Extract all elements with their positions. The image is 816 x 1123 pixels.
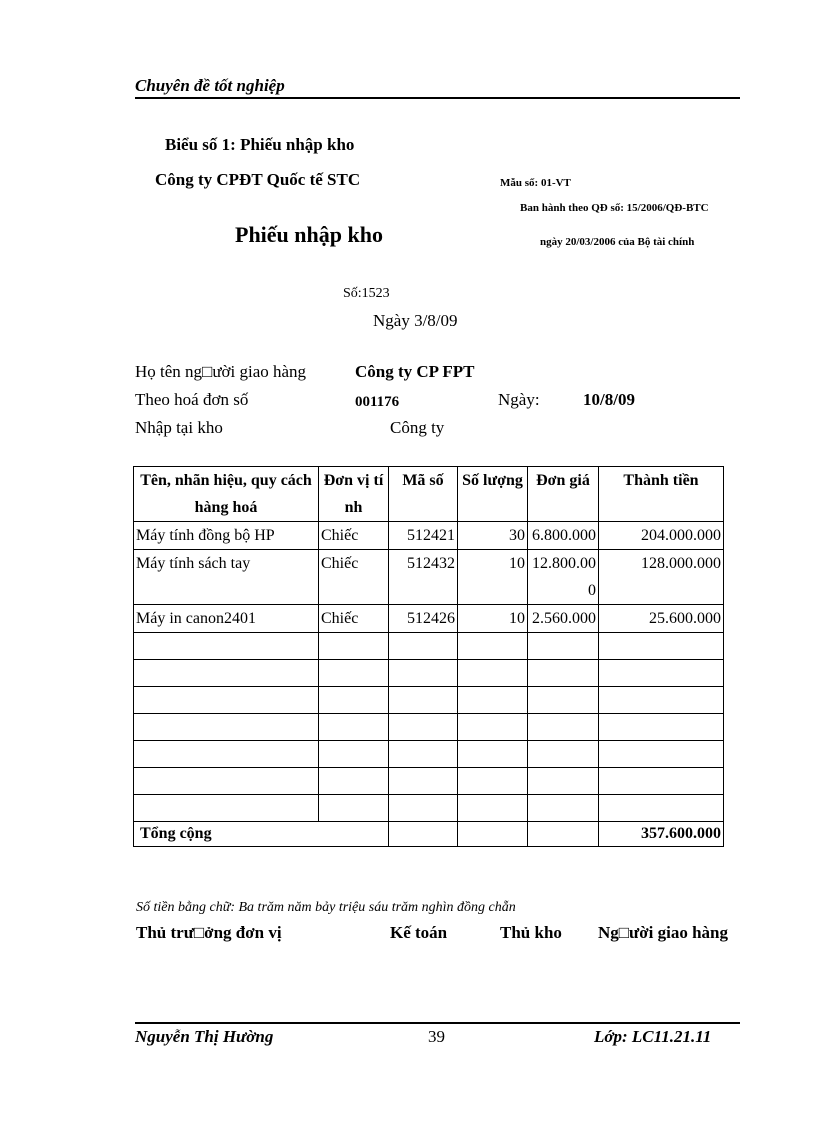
empty-row xyxy=(134,633,724,660)
deliverer-label: Họ tên ng□ười giao hàng xyxy=(135,362,307,381)
warehouse-label: Nhập tại kho xyxy=(135,418,223,437)
form-template-code: Mẫu số: 01-VT xyxy=(500,177,571,189)
decision-date: ngày 20/03/2006 của Bộ tài chính xyxy=(540,236,695,248)
receipt-number: Số:1523 xyxy=(343,286,390,301)
signature-accountant: Kế toán xyxy=(390,923,448,942)
page-number: 39 xyxy=(428,1027,445,1046)
invoice-date-label: Ngày: xyxy=(498,390,540,409)
total-value: 357.600.000 xyxy=(599,822,724,847)
column-header: Mã số xyxy=(389,467,458,522)
receipt-date: Ngày 3/8/09 xyxy=(373,311,458,330)
item-code: 512426 xyxy=(389,605,458,633)
company-name: Công ty CPĐT Quốc tế STC xyxy=(155,170,361,189)
table-row xyxy=(134,605,724,633)
item-qty: 10 xyxy=(458,550,528,605)
empty-row xyxy=(134,795,724,822)
form-number-label: Biểu số 1: Phiếu nhập kho xyxy=(165,135,355,154)
empty-row xyxy=(134,741,724,768)
item-unit: Chiếc xyxy=(319,522,389,550)
item-price: 2.560.000 xyxy=(528,605,599,633)
item-unit: Chiếc xyxy=(319,605,389,633)
empty-row xyxy=(134,714,724,741)
item-price: 12.800.000 xyxy=(528,550,599,605)
invoice-date-value: 10/8/09 xyxy=(583,390,635,409)
item-qty: 30 xyxy=(458,522,528,550)
amount-in-words: Số tiền bằng chữ: Ba trăm năm bảy triệu sáu trăm nghìn đồng chẵn xyxy=(136,900,516,915)
footer-author: Nguyễn Thị Hường xyxy=(135,1027,274,1046)
item-amount: 128.000.000 xyxy=(599,550,724,605)
invoice-label: Theo hoá đơn số xyxy=(135,390,249,409)
column-header: Tên, nhãn hiệu, quy cách hàng hoá xyxy=(134,467,319,522)
item-amount: 204.000.000 xyxy=(599,522,724,550)
signature-storekeeper: Thủ kho xyxy=(500,923,562,942)
column-header: Thành tiền xyxy=(599,467,724,522)
column-header: Đơn giá xyxy=(528,467,599,522)
warehouse-value: Công ty xyxy=(390,418,445,437)
item-price: 6.800.000 xyxy=(528,522,599,550)
item-unit: Chiếc xyxy=(319,550,389,605)
item-amount: 25.600.000 xyxy=(599,605,724,633)
page-title: Phiếu nhập kho xyxy=(235,222,383,247)
header-title: Chuyên đề tốt nghiệp xyxy=(135,76,285,95)
signature-head: Thủ trư□ởng đơn vị xyxy=(136,923,282,942)
item-code: 512432 xyxy=(389,550,458,605)
invoice-value: 001176 xyxy=(355,394,400,410)
item-name: Máy in canon2401 xyxy=(134,605,319,633)
header-rule xyxy=(135,97,740,99)
item-code: 512421 xyxy=(389,522,458,550)
total-label: Tổng cộng xyxy=(134,822,389,847)
deliverer-value: Công ty CP FPT xyxy=(355,362,475,381)
column-header: Số lượng xyxy=(458,467,528,522)
column-header: Đơn vị tính xyxy=(319,467,389,522)
table-row xyxy=(134,550,724,605)
total-row xyxy=(134,822,724,847)
empty-row xyxy=(134,660,724,687)
footer-class: Lớp: LC11.21.11 xyxy=(594,1027,712,1046)
empty-row xyxy=(134,687,724,714)
table-row xyxy=(134,522,724,550)
signature-deliverer: Ng□ười giao hàng xyxy=(598,923,729,942)
item-name: Máy tính sách tay xyxy=(134,550,319,605)
empty-row xyxy=(134,768,724,795)
table-header-row xyxy=(134,467,724,522)
item-name: Máy tính đồng bộ HP xyxy=(134,522,319,550)
footer-rule xyxy=(135,1022,740,1024)
decision-reference: Ban hành theo QĐ số: 15/2006/QĐ-BTC xyxy=(520,202,709,214)
item-qty: 10 xyxy=(458,605,528,633)
goods-table xyxy=(133,466,724,847)
